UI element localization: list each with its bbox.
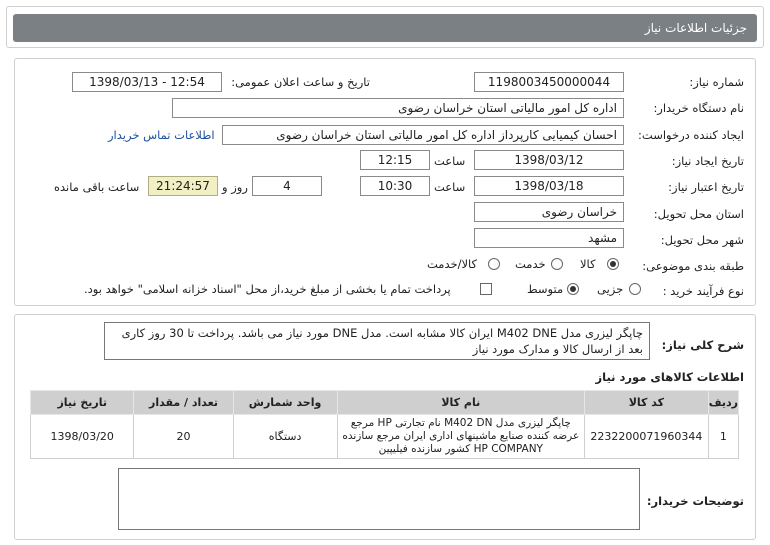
item-date: 1398/03/20 bbox=[31, 415, 134, 459]
created-date-label: تاریخ ایجاد نیاز: bbox=[671, 154, 744, 168]
buyer-org-field[interactable]: اداره کل امور مالیاتی استان خراسان رضوی bbox=[172, 98, 624, 118]
validity-time-label: ساعت bbox=[434, 180, 466, 194]
treasury-payment-checkbox[interactable] bbox=[480, 283, 492, 295]
treasury-payment-note: پرداخت تمام یا بخشی از مبلغ خرید،از محل "اسناد خزانه اسلامی" خواهد بود. bbox=[84, 282, 451, 296]
remaining-time-label: ساعت باقی مانده bbox=[54, 180, 140, 194]
announce-datetime-label: تاریخ و ساعت اعلان عمومی: bbox=[231, 75, 370, 89]
category-option-service: خدمت bbox=[515, 257, 546, 271]
category-radio-goods-service[interactable] bbox=[488, 258, 500, 270]
table-row[interactable] bbox=[31, 415, 739, 459]
header-panel bbox=[6, 6, 764, 48]
items-section-title: اطلاعات کالاهای مورد نیاز bbox=[595, 370, 744, 384]
delivery-city-field[interactable]: مشهد bbox=[474, 228, 624, 248]
requester-field[interactable]: احسان کیمیایی کارپرداز اداره کل امور مالیاتی استان خراسان رضوی bbox=[222, 125, 624, 145]
announce-datetime-field[interactable]: 1398/03/13 - 12:54 bbox=[72, 72, 222, 92]
col-row: ردیف bbox=[708, 391, 738, 415]
category-label: طبقه بندی موضوعی: bbox=[642, 259, 744, 273]
delivery-province-label: استان محل تحویل: bbox=[653, 207, 744, 221]
created-time-field[interactable]: 12:15 bbox=[360, 150, 430, 170]
category-option-goods-service: کالا/خدمت bbox=[427, 257, 478, 271]
description-text: چاپگر لیزری مدل M402 DNE ایران کالا مشابه است. مدل DNE مورد نیاز می باشد. پرداخت تا 30 روز کاری بعد از ارسال کالا و مدارک مورد نیاز bbox=[104, 322, 650, 360]
col-unit: واحد شمارش bbox=[233, 391, 337, 415]
process-radio-minor[interactable] bbox=[629, 283, 641, 295]
validity-date-label: تاریخ اعتبار نیاز: bbox=[668, 180, 744, 194]
remaining-days-field[interactable]: 4 bbox=[252, 176, 322, 196]
process-radio-medium[interactable] bbox=[567, 283, 579, 295]
remaining-time-counter: 21:24:57 bbox=[148, 176, 218, 196]
need-number-label: شماره نیاز: bbox=[689, 75, 744, 89]
page-title: جزئیات اطلاعات نیاز bbox=[13, 14, 757, 42]
col-name: نام کالا bbox=[337, 391, 584, 415]
item-unit: دستگاه bbox=[233, 415, 337, 459]
buyer-notes-box bbox=[118, 468, 640, 530]
category-radio-goods[interactable] bbox=[607, 258, 619, 270]
item-code: 2232200071960344 bbox=[584, 415, 708, 459]
col-qty: تعداد / مقدار bbox=[134, 391, 233, 415]
col-code: کد کالا bbox=[584, 391, 708, 415]
validity-date-field[interactable]: 1398/03/18 bbox=[474, 176, 624, 196]
process-option-minor: جزیی bbox=[597, 282, 624, 296]
col-date: تاریخ نیاز bbox=[31, 391, 134, 415]
delivery-city-label: شهر محل تحویل: bbox=[660, 233, 744, 247]
buyer-org-label: نام دستگاه خریدار: bbox=[653, 101, 744, 115]
items-table-header bbox=[31, 391, 739, 415]
requester-label: ایجاد کننده درخواست: bbox=[638, 128, 744, 142]
created-date-field[interactable]: 1398/03/12 bbox=[474, 150, 624, 170]
remaining-days-label: روز و bbox=[222, 180, 248, 194]
buyer-contact-link[interactable]: اطلاعات تماس خریدار bbox=[108, 128, 215, 142]
description-label: شرح کلی نیاز: bbox=[661, 338, 744, 352]
category-radio-service[interactable] bbox=[551, 258, 563, 270]
delivery-province-field[interactable]: خراسان رضوی bbox=[474, 202, 624, 222]
row-number: 1 bbox=[708, 415, 738, 459]
category-option-goods: کالا bbox=[580, 257, 596, 271]
items-table bbox=[30, 390, 739, 459]
item-name: چاپگر لیزری مدل M402 DN نام تجارتی HP مرجع عرضه کننده صنایع ماشینهای اداری ایران مرجع سازنده HP COMPANY کشور سازنده فیلیپین bbox=[337, 415, 584, 459]
purchase-process-label: نوع فرآیند خرید : bbox=[662, 284, 744, 298]
need-number-field[interactable]: 1198003450000044 bbox=[474, 72, 624, 92]
created-time-label: ساعت bbox=[434, 154, 466, 168]
item-qty: 20 bbox=[134, 415, 233, 459]
process-option-medium: متوسط bbox=[527, 282, 564, 296]
buyer-notes-label: توضیحات خریدار: bbox=[646, 494, 744, 508]
validity-time-field[interactable]: 10:30 bbox=[360, 176, 430, 196]
